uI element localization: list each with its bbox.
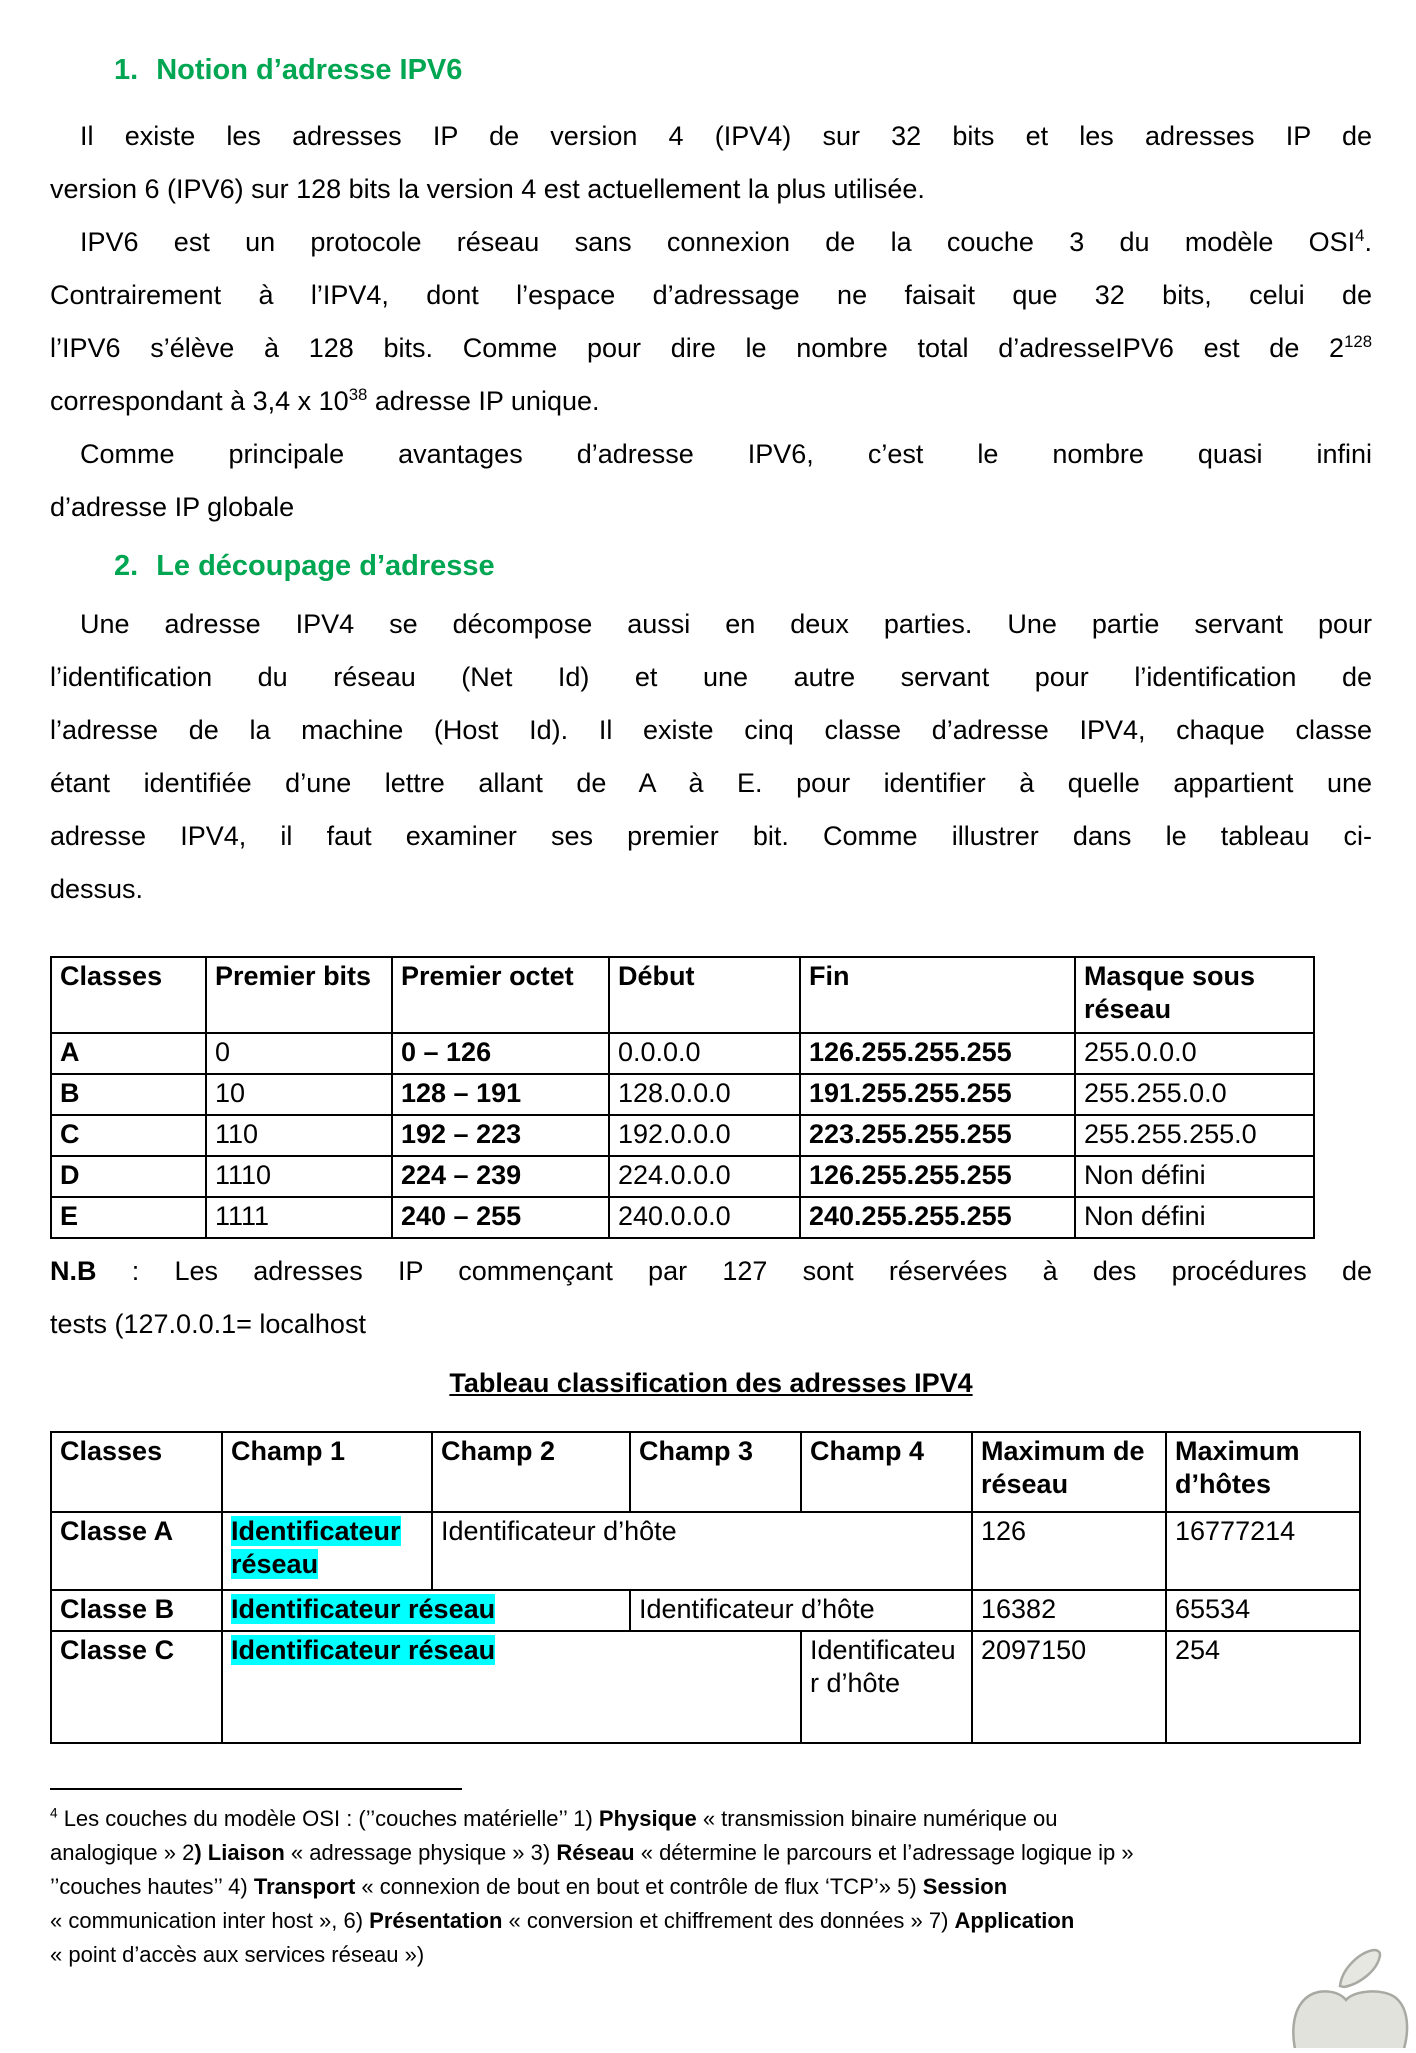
highlighted-text: Identificateur réseau bbox=[231, 1516, 401, 1579]
osi-layer-name: Transport bbox=[253, 1874, 356, 1899]
footnote-line bbox=[50, 1904, 1372, 1938]
section-heading-2 bbox=[114, 546, 1372, 586]
text-run: ’’couches hautes’’ 4) bbox=[50, 1874, 254, 1899]
column-header: Masque sous réseau bbox=[1075, 957, 1314, 1033]
cell-premier-bits: 1111 bbox=[206, 1197, 392, 1238]
cell-class-label: Classe C bbox=[51, 1631, 222, 1743]
cell-max-hosts: 254 bbox=[1166, 1631, 1360, 1743]
cell-premier-bits: 110 bbox=[206, 1115, 392, 1156]
footnote-line: « point d’accès aux services réseau ») bbox=[50, 1942, 425, 1967]
text-line: d’adresse IP globale bbox=[50, 492, 295, 522]
footnote-line bbox=[50, 1802, 1372, 1836]
table-row-classe-a bbox=[51, 1512, 1360, 1590]
cell-premier-octet: 192 – 223 bbox=[392, 1115, 609, 1156]
text-run: : Les adresses IP commençant par 127 sont réservées à des procédures de bbox=[96, 1256, 1372, 1286]
cell-premier-bits: 0 bbox=[206, 1033, 392, 1074]
cell-premier-octet: 0 – 126 bbox=[392, 1033, 609, 1074]
cell-fin: 223.255.255.255 bbox=[800, 1115, 1075, 1156]
superscript-exponent: 38 bbox=[348, 385, 368, 404]
text-line: tests (127.0.0.1= localhost bbox=[50, 1309, 366, 1339]
cell-class: E bbox=[51, 1197, 206, 1238]
cell-net-id bbox=[222, 1590, 630, 1631]
section-number: 2. bbox=[114, 550, 139, 582]
cell-debut: 240.0.0.0 bbox=[609, 1197, 800, 1238]
cell-premier-octet: 128 – 191 bbox=[392, 1074, 609, 1115]
cell-max-hosts: 16777214 bbox=[1166, 1512, 1360, 1590]
table-header-row bbox=[51, 1432, 1360, 1512]
column-header: Premier bits bbox=[206, 957, 392, 1033]
cell-fin: 126.255.255.255 bbox=[800, 1156, 1075, 1197]
cell-premier-bits: 1110 bbox=[206, 1156, 392, 1197]
osi-layer-name: ) Liaison bbox=[194, 1840, 285, 1865]
text-line: Une adresse IPV4 se décompose aussi en deux parties. Une partie servant pour bbox=[80, 609, 1372, 639]
cell-host-id: Identificateur d’hôte bbox=[432, 1512, 972, 1590]
cell-masque: Non défini bbox=[1075, 1156, 1314, 1197]
cell-max-hosts: 65534 bbox=[1166, 1590, 1360, 1631]
table-row bbox=[51, 1156, 1314, 1197]
cell-class: A bbox=[51, 1033, 206, 1074]
footnote bbox=[50, 1788, 1372, 1972]
text-run: « conversion et chiffrement des données » 7) bbox=[502, 1908, 955, 1933]
cell-max-network: 16382 bbox=[972, 1590, 1166, 1631]
section-title: Le découpage d’adresse bbox=[156, 550, 495, 582]
text-line: adresse IPV4, il faut examiner ses premier bit. Comme illustrer dans le tableau ci- bbox=[50, 821, 1372, 851]
apple-logo-icon bbox=[1288, 1938, 1414, 2048]
osi-layer-name: Réseau bbox=[556, 1840, 635, 1865]
cell-fin: 191.255.255.255 bbox=[800, 1074, 1075, 1115]
paragraph-intro-ipv4-ipv6 bbox=[50, 110, 1372, 216]
osi-layer-name: Présentation bbox=[369, 1908, 503, 1933]
table-header-row bbox=[51, 957, 1314, 1033]
cell-premier-octet: 240 – 255 bbox=[392, 1197, 609, 1238]
text-run: « transmission binaire numérique ou bbox=[696, 1806, 1058, 1831]
cell-masque: Non défini bbox=[1075, 1197, 1314, 1238]
text-run: . bbox=[1364, 227, 1372, 257]
cell-masque: 255.255.0.0 bbox=[1075, 1074, 1314, 1115]
column-header: Premier octet bbox=[392, 957, 609, 1033]
text-line bbox=[50, 1245, 1372, 1298]
text-run: adresse IP unique. bbox=[367, 386, 600, 416]
cell-host-id: Identificateur d’hôte bbox=[630, 1590, 972, 1631]
footnote-marker: 4 bbox=[50, 1805, 58, 1821]
text-run: IPV6 est un protocole réseau sans connexion de la couche 3 du modèle OSI bbox=[80, 227, 1356, 257]
table-row bbox=[51, 1074, 1314, 1115]
text-run: « communication inter host », 6) bbox=[50, 1908, 370, 1933]
table-row bbox=[51, 1033, 1314, 1074]
column-header: Champ 4 bbox=[801, 1432, 972, 1512]
text-line: dessus. bbox=[50, 874, 144, 904]
cell-class-label: Classe B bbox=[51, 1590, 222, 1631]
text-run: l’IPV6 s’élève à 128 bits. Comme pour dire le nombre total d’adresseIPV6 est de 2 bbox=[50, 333, 1345, 363]
cell-masque: 255.0.0.0 bbox=[1075, 1033, 1314, 1074]
osi-layer-name: Application bbox=[954, 1908, 1075, 1933]
section-heading-1 bbox=[114, 50, 1372, 90]
table-row-classe-b bbox=[51, 1590, 1360, 1631]
cell-fin: 126.255.255.255 bbox=[800, 1033, 1075, 1074]
ipv4-classes-table bbox=[50, 956, 1315, 1239]
nota-bene bbox=[50, 1245, 1372, 1351]
highlighted-text: Identificateur réseau bbox=[231, 1635, 496, 1665]
paragraph-ipv6-protocol bbox=[50, 216, 1372, 428]
cell-net-id bbox=[222, 1512, 432, 1590]
text-line bbox=[50, 216, 1372, 269]
superscript-footnote-ref: 4 bbox=[1355, 226, 1365, 245]
text-run: correspondant à 3,4 x 10 bbox=[50, 386, 349, 416]
table-caption: Tableau classification des adresses IPV4 bbox=[449, 1368, 973, 1398]
page-content bbox=[50, 50, 1372, 1972]
cell-debut: 128.0.0.0 bbox=[609, 1074, 800, 1115]
cell-debut: 192.0.0.0 bbox=[609, 1115, 800, 1156]
cell-masque: 255.255.255.0 bbox=[1075, 1115, 1314, 1156]
text-line: version 6 (IPV6) sur 128 bits la version 4 est actuellement la plus utilisée. bbox=[50, 174, 925, 204]
superscript-exponent: 128 bbox=[1344, 332, 1372, 351]
cell-host-id: Identificateur d’hôte bbox=[801, 1631, 972, 1743]
footnote-line bbox=[50, 1870, 1372, 1904]
nb-label: N.B bbox=[50, 1256, 97, 1286]
cell-max-network: 2097150 bbox=[972, 1631, 1166, 1743]
column-header: Maximum de réseau bbox=[972, 1432, 1166, 1512]
cell-debut: 0.0.0.0 bbox=[609, 1033, 800, 1074]
paragraph-ipv6-advantages bbox=[50, 428, 1372, 534]
column-header: Champ 2 bbox=[432, 1432, 630, 1512]
footnote-separator bbox=[50, 1788, 462, 1790]
text-line: l’adresse de la machine (Host Id). Il existe cinq classe d’adresse IPV4, chaque classe bbox=[50, 715, 1372, 745]
cell-class-label: Classe A bbox=[51, 1512, 222, 1590]
text-line: l’identification du réseau (Net Id) et une autre servant pour l’identification de bbox=[50, 662, 1372, 692]
section-number: 1. bbox=[114, 54, 139, 86]
cell-net-id bbox=[222, 1631, 801, 1743]
column-header: Maximum d’hôtes bbox=[1166, 1432, 1360, 1512]
column-header: Classes bbox=[51, 1432, 222, 1512]
footnote-line bbox=[50, 1836, 1372, 1870]
table-row bbox=[51, 1115, 1314, 1156]
classification-table bbox=[50, 1431, 1361, 1744]
osi-layer-name: Session bbox=[922, 1874, 1008, 1899]
text-line: Comme principale avantages d’adresse IPV6, c’est le nombre quasi infini bbox=[80, 439, 1372, 469]
text-run: « connexion de bout en bout et contrôle de flux ‘TCP’» 5) bbox=[355, 1874, 923, 1899]
text-run: analogique » 2 bbox=[50, 1840, 195, 1865]
column-header: Classes bbox=[51, 957, 206, 1033]
cell-debut: 224.0.0.0 bbox=[609, 1156, 800, 1197]
text-line: Il existe les adresses IP de version 4 (IPV4) sur 32 bits et les adresses IP de bbox=[80, 121, 1372, 151]
cell-class: C bbox=[51, 1115, 206, 1156]
cell-class: D bbox=[51, 1156, 206, 1197]
text-run: « détermine le parcours et l’adressage logique ip » bbox=[634, 1840, 1134, 1865]
text-line: étant identifiée d’une lettre allant de A à E. pour identifier à quelle appartient une bbox=[50, 768, 1372, 798]
table-row bbox=[51, 1197, 1314, 1238]
table-row-classe-c bbox=[51, 1631, 1360, 1743]
text-run: « adressage physique » 3) bbox=[284, 1840, 557, 1865]
cell-premier-bits: 10 bbox=[206, 1074, 392, 1115]
text-line bbox=[50, 322, 1372, 375]
section-title: Notion d’adresse IPV6 bbox=[156, 54, 463, 86]
paragraph-address-decomposition bbox=[50, 598, 1372, 916]
text-line: Contrairement à l’IPV4, dont l’espace d’adressage ne faisait que 32 bits, celui de bbox=[50, 280, 1372, 310]
cell-premier-octet: 224 – 239 bbox=[392, 1156, 609, 1197]
column-header: Champ 3 bbox=[630, 1432, 801, 1512]
cell-fin: 240.255.255.255 bbox=[800, 1197, 1075, 1238]
column-header: Champ 1 bbox=[222, 1432, 432, 1512]
cell-class: B bbox=[51, 1074, 206, 1115]
column-header: Début bbox=[609, 957, 800, 1033]
text-line bbox=[50, 375, 1372, 428]
text-run: Les couches du modèle OSI : (’’couches matérielle’’ 1) bbox=[57, 1806, 599, 1831]
highlighted-text: Identificateur réseau bbox=[231, 1594, 496, 1624]
osi-layer-name: Physique bbox=[598, 1806, 697, 1831]
cell-max-network: 126 bbox=[972, 1512, 1166, 1590]
column-header: Fin bbox=[800, 957, 1075, 1033]
